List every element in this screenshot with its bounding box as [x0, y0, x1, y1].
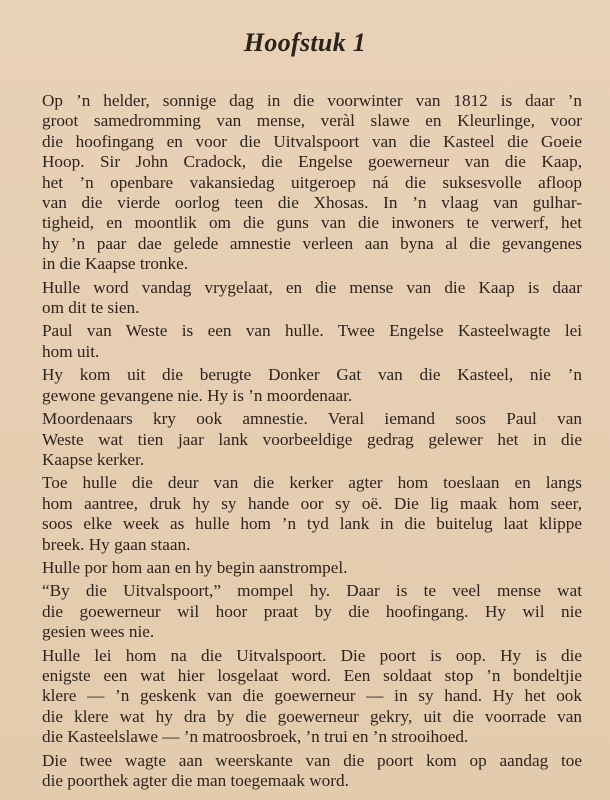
text-line: hom uit. [42, 341, 100, 361]
text-line: Die twee wagte aan weerskante van die poort kom op aandag toe [42, 750, 582, 770]
text-line: klere — ’n geskenk van die goewerneur — in sy hand. Hy het ook [42, 686, 582, 706]
text-line: hy ’n paar dae gelede amnestie verleen aan byna al die gevangenes [42, 233, 582, 253]
text-line: Kaapse kerker. [42, 449, 145, 469]
text-line: Op ’n helder, sonnige dag in die voorwinter van 1812 is daar ’n [42, 91, 582, 110]
text-line: die goewerneur wil hoor praat by die hoofingang. Hy wil nie [42, 601, 582, 621]
text-line: Hulle word vandag vrygelaat, en die mense van die Kaap is daar [42, 277, 582, 297]
text-line: van die vierde oorlog teen die Xhosas. In ’n vlaag van gulhar- [42, 193, 582, 213]
text-line: Paul van Weste is een van hulle. Twee Engelse Kasteelwagte lei [42, 321, 582, 341]
paragraph [42, 321, 582, 362]
paragraph [42, 581, 582, 642]
text-line: het ’n openbare vakansiedag uitgeroep ná die suksesvolle afloop [42, 172, 582, 192]
text-line: Weste wat tien jaar lank voorbeeldige gedrag gelewer het in die [42, 429, 582, 449]
text-line: breek. Hy gaan staan. [42, 534, 191, 554]
text-line: die klere wat hy dra by die goewerneur gekry, uit die voorrade van [42, 706, 582, 726]
text-line: tigheid, en moontlik om die guns van die inwoners te verwerf, het [42, 213, 582, 233]
text-line: Moordenaars kry ook amnestie. Veral iemand soos Paul van [42, 409, 582, 429]
text-line: “By die Uitvalspoort,” mompel hy. Daar is te veel mense wat [42, 581, 582, 601]
paragraph [42, 473, 582, 555]
text-line: Hoop. Sir John Cradock, die Engelse goewerneur van die Kaap, [42, 152, 582, 172]
paragraph [42, 409, 582, 470]
chapter-title: Hoofstuk 1 [243, 28, 367, 57]
text-line: in die Kaapse tronke. [42, 254, 189, 274]
paragraph [42, 646, 582, 748]
paragraph [42, 558, 582, 578]
text-line: Toe hulle die deur van die kerker agter hom toeslaan en langs [42, 473, 582, 493]
chapter-body [42, 91, 582, 794]
text-line: die poorthek agter die man toegemaak word. [42, 771, 349, 790]
text-line: gesien wees nie. [42, 622, 155, 642]
text-line: enigste een wat hier losgelaat word. Een soldaat stop ’n bondeltjie [42, 665, 582, 685]
text-line: om dit te sien. [42, 298, 140, 318]
text-line: hom aantree, druk hy sy hande oor sy oë. Die lig maak hom seer, [42, 493, 582, 513]
text-line: die hoofingang en voor die Uitvalspoort van die Kasteel die Goeie [42, 131, 582, 151]
text-line: Hulle por hom aan en hy begin aanstrompel. [42, 557, 348, 577]
text-line: Hy kom uit die berugte Donker Gat van die Kasteel, nie ’n [42, 365, 582, 385]
paragraph [42, 751, 582, 792]
text-line: groot samedromming van mense, veràl slawe en Kleurlinge, voor [42, 111, 582, 131]
paragraph [42, 365, 582, 406]
text-line: soos elke week as hulle hom ’n tyd lank in die buitelug laat klippe [42, 514, 582, 534]
paragraph [42, 91, 582, 275]
text-line: gewone gevangene nie. Hy is ’n moordenaar. [42, 385, 353, 405]
text-line: Hulle lei hom na die Uitvalspoort. Die poort is oop. Hy is die [42, 645, 582, 665]
text-line: die Kasteelslawe — ’n matroosbroek, ’n trui en ’n strooihoed. [42, 727, 469, 747]
paragraph [42, 278, 582, 319]
